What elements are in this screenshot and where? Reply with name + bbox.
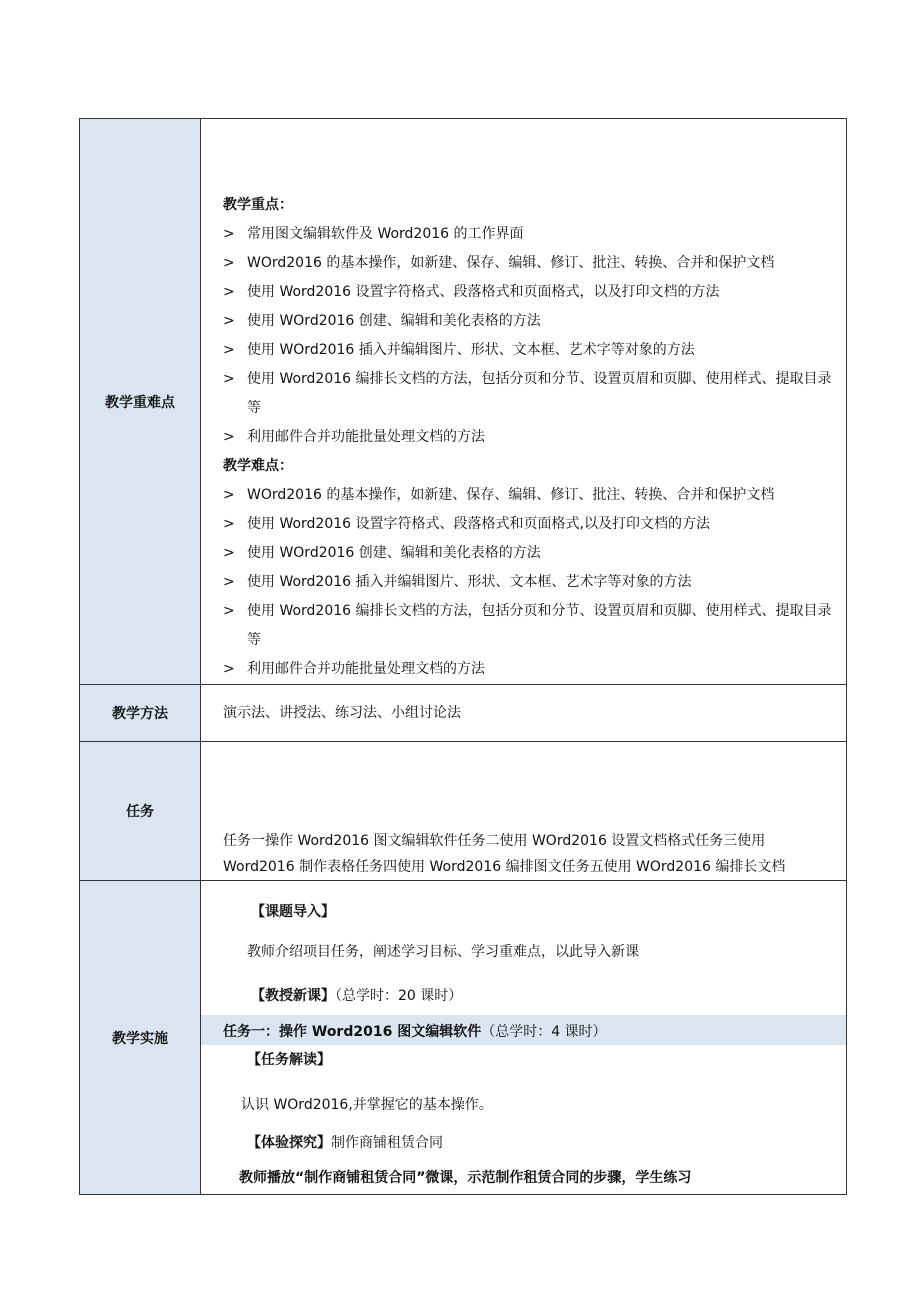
list-item (223, 336, 838, 365)
explore-text: 制作商铺租赁合同 (331, 1135, 443, 1151)
lesson-plan-table (79, 118, 847, 1195)
list-item-text: 使用 Word2016 编排长文档的方法，包括分页和分节、设置页眉和页脚、使用样式、提取目录等 (247, 371, 832, 416)
list-item-text: 常用图文编辑软件及 Word2016 的工作界面 (247, 226, 524, 242)
new-lesson-heading: 【教授新课】 (251, 988, 335, 1004)
teaching-method-text: 演示法、讲授法、练习法、小组讨论法 (223, 705, 461, 721)
task-reading-text: 认识 WOrd2016,并掌握它的基本操作。 (241, 1097, 493, 1113)
list-item (223, 249, 838, 278)
intro-text: 教师介绍项目任务，阐述学习目标、学习重难点，以此导入新课 (247, 944, 639, 960)
list-item-text: WOrd2016 的基本操作，如新建、保存、编辑、修订、批注、转换、合并和保护文档 (247, 487, 775, 503)
bullet-mark: > (223, 603, 235, 619)
list-item (223, 423, 838, 452)
list-item-text: 使用 WOrd2016 创建、编辑和美化表格的方法 (247, 313, 541, 329)
key-points-content (201, 119, 847, 685)
list-item-text: 使用 Word2016 插入并编辑图片、形状、文本框、艺术字等对象的方法 (247, 574, 692, 590)
list-item-text: 使用 Word2016 编排长文档的方法，包括分页和分节、设置页眉和页脚、使用样式、提取目录等 (247, 603, 832, 648)
implementation-content (201, 881, 847, 1195)
label-tasks: 任务 (80, 742, 201, 881)
bullet-mark: > (223, 342, 235, 358)
list-item (223, 655, 838, 684)
list-item (223, 539, 838, 568)
list-item (223, 568, 838, 597)
bullet-mark: > (223, 371, 235, 387)
bullet-mark: > (223, 226, 235, 242)
list-item-text: 使用 Word2016 设置字符格式、段落格式和页面格式,以及打印文档的方法 (247, 516, 710, 532)
tasks-text: 任务一操作 Word2016 图文编辑软件任务二使用 WOrd2016 设置文档格式任务三使用 Word2016 制作表格任务四使用 Word2016 编排图文任务五使用 WOrd2016 编排长文档 (223, 833, 786, 875)
task1-title: 任务一：操作 Word2016 图文编辑软件 (223, 1024, 482, 1040)
intro-heading: 【课题导入】 (251, 904, 335, 920)
teacher-play-text: 教师播放“制作商铺租赁合同”微课，示范制作租赁合同的步骤，学生练习 (239, 1170, 692, 1186)
focus-list (223, 220, 838, 452)
list-item (223, 510, 838, 539)
tasks-content (201, 742, 847, 881)
focus-heading: 教学重点： (223, 197, 293, 213)
difficulty-heading: 教学难点： (223, 458, 293, 474)
list-item-text: 使用 Word2016 设置字符格式、段落格式和页面格式，以及打印文档的方法 (247, 284, 720, 300)
explore-heading: 【体验探究】 (247, 1135, 331, 1151)
bullet-mark: > (223, 545, 235, 561)
task1-hours: （总学时：4 课时） (481, 1024, 607, 1040)
bullet-mark: > (223, 284, 235, 300)
difficulty-list (223, 481, 838, 684)
list-item-text: 利用邮件合并功能批量处理文档的方法 (247, 661, 485, 677)
teaching-method-content (201, 685, 847, 742)
task-reading-heading: 【任务解读】 (247, 1052, 331, 1068)
list-item (223, 597, 838, 655)
row-implementation (80, 881, 847, 1195)
row-tasks (80, 742, 847, 881)
list-item (223, 278, 838, 307)
bullet-mark: > (223, 516, 235, 532)
bullet-mark: > (223, 429, 235, 445)
label-key-points: 教学重难点 (80, 119, 201, 685)
list-item (223, 307, 838, 336)
label-implementation: 教学实施 (80, 881, 201, 1195)
list-item-text: 使用 WOrd2016 插入并编辑图片、形状、文本框、艺术字等对象的方法 (247, 342, 695, 358)
row-key-points (80, 119, 847, 685)
list-item-text: 利用邮件合并功能批量处理文档的方法 (247, 429, 485, 445)
bullet-mark: > (223, 255, 235, 271)
label-teaching-method: 教学方法 (80, 685, 201, 742)
bullet-mark: > (223, 313, 235, 329)
list-item (223, 365, 838, 423)
row-teaching-method (80, 685, 847, 742)
bullet-mark: > (223, 487, 235, 503)
list-item (223, 481, 838, 510)
bullet-mark: > (223, 574, 235, 590)
list-item-text: WOrd2016 的基本操作，如新建、保存、编辑、修订、批注、转换、合并和保护文档 (247, 255, 775, 271)
list-item-text: 使用 WOrd2016 创建、编辑和美化表格的方法 (247, 545, 541, 561)
list-item (223, 220, 838, 249)
bullet-mark: > (223, 661, 235, 677)
new-lesson-hours: （总学时：20 课时） (335, 988, 463, 1004)
